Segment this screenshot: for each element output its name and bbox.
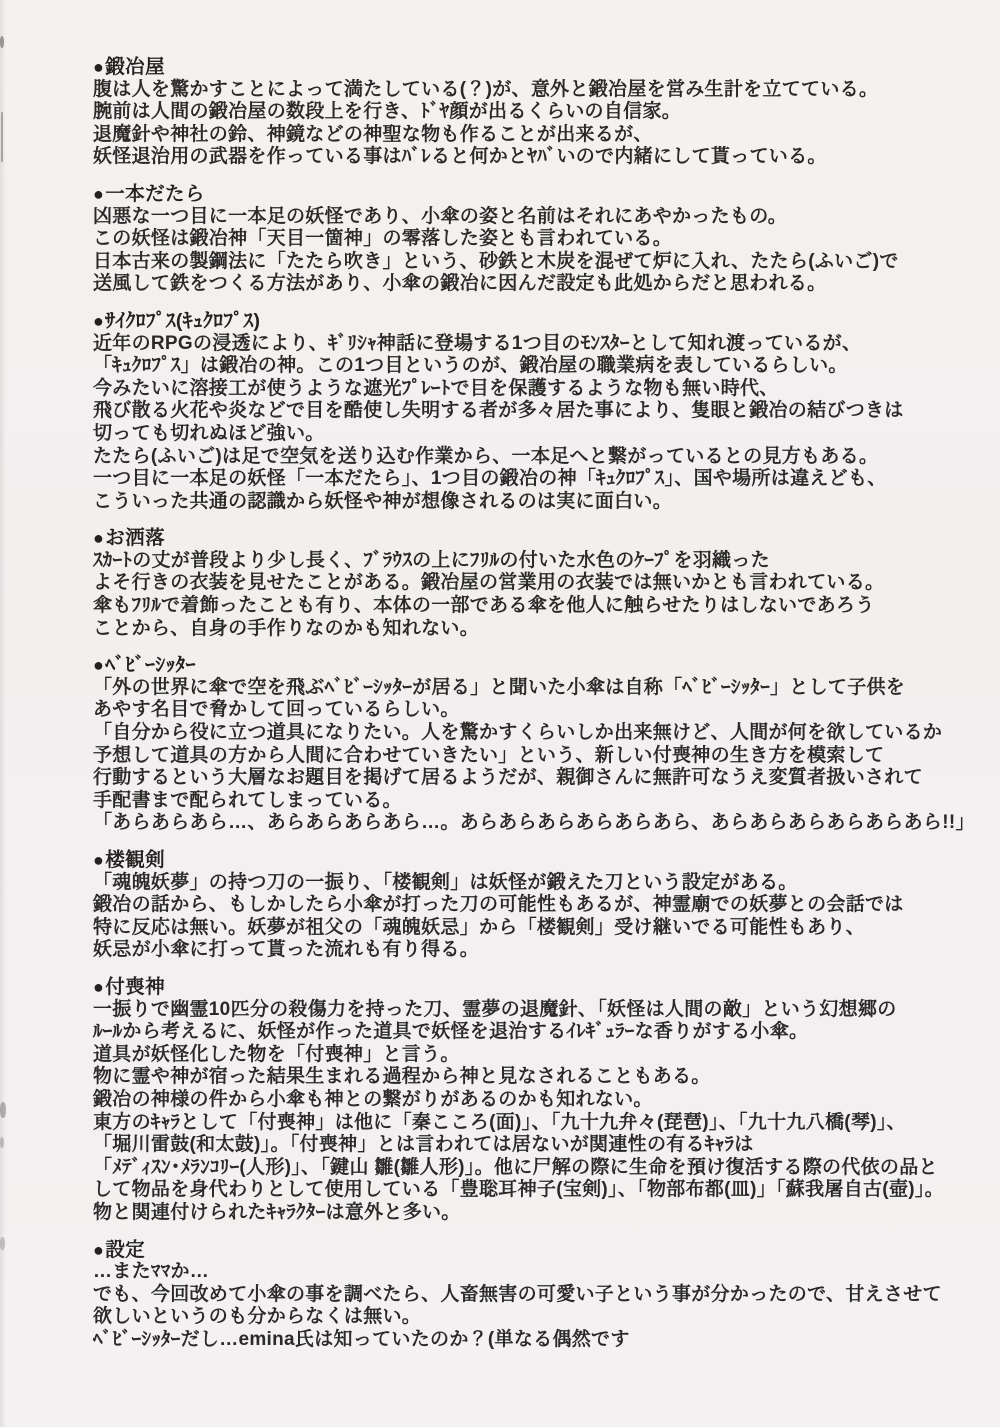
section-line: 妖怪退治用の武器を作っている事はﾊﾞﾚると何かとﾔﾊﾞいので内緒にして貰っている。 — [93, 146, 827, 168]
section-line: 妖忌が小傘に打って貰った流れも有り得る。 — [93, 939, 480, 961]
section-line: でも、今回改めて小傘の事を調べたら、人畜無害の可愛い子という事が分かったので、甘えさせて — [93, 1283, 942, 1305]
section-line: よそ行きの衣装を見せたことがある。鍛冶屋の営業用の衣装では無いかとも言われている。 — [93, 572, 885, 594]
section-line: 「ﾒﾃﾞｨｽﾝ･ﾒﾗﾝｺﾘｰ(人形)」、「鍵山 雛(雛人形)」。他に尸解の際に生命を預け復活する際の代依の品と — [93, 1156, 938, 1178]
section-heading — [93, 849, 970, 872]
scan-artifact — [1, 112, 3, 162]
scan-edge-shadow — [0, 0, 6, 1427]
section-line: 特に反応は無い。妖夢が祖父の「魂魄妖忌」から「楼観剣」受け継いでる可能性もあり、 — [93, 916, 866, 938]
section-line: 飛び散る火花や炎などで目を酷使し失明する者が多々居た事により、隻眼と鍛冶の結びつきは — [93, 400, 904, 422]
section-line: ｽｶｰﾄの丈が普段より少し長く、ﾌﾞﾗｳｽの上にﾌﾘﾙの付いた水色のｹｰﾌﾟを羽織った — [93, 549, 770, 571]
section-line: 「あらあらあら…、あらあらあらあら…。あらあらあらあらあらあら、あらあらあらあらあらあら!!」 — [93, 812, 975, 834]
section-bullet-icon: ● — [93, 183, 105, 204]
page-content — [93, 56, 975, 1365]
text-section — [93, 527, 970, 640]
section-line: 傘もﾌﾘﾙで着飾ったことも有り、本体の一部である傘を他人に触らせたりはしないであろう — [93, 595, 875, 617]
section-line: 物と関連付けられたｷｬﾗｸﾀｰは意外と多い。 — [93, 1201, 461, 1223]
section-line: 近年のRPGの浸透により、ｷﾞﾘｼｬ神話に登場する1つ目のﾓﾝｽﾀｰとして知れ渡っているが、 — [93, 332, 862, 354]
section-line: 鍛冶の話から、もしかしたら小傘が打った刀の可能性もあるが、神霊廟での妖夢との会話では — [93, 894, 904, 916]
section-heading — [93, 1239, 970, 1262]
section-line: 「魂魄妖夢」の持つ刀の一振り、「楼観剣」は妖怪が鍛えた刀という設定がある。 — [93, 871, 798, 893]
text-section — [93, 976, 970, 1225]
section-heading — [93, 56, 970, 79]
section-line: 日本古来の製鋼法に「たたら吹き」という、砂鉄と木炭を混ぜて炉に入れ、たたら(ふいご)で — [93, 250, 899, 272]
section-line: 一振りで幽霊10匹分の殺傷力を持った刀、霊夢の退魔針、「妖怪は人間の敵」という幻想郷の — [93, 998, 897, 1020]
section-title: 設定 — [105, 1238, 146, 1261]
scan-artifact — [0, 1237, 5, 1250]
section-line: 予想して道具の方から人間に合わせていきたい」という、新しい付喪神の生き方を模索して — [93, 744, 885, 766]
section-line: この妖怪は鍛冶神「天目一箇神」の零落した姿とも言われている。 — [93, 228, 673, 250]
section-bullet-icon: ● — [93, 976, 105, 997]
scan-artifact — [0, 1137, 4, 1148]
section-bullet-icon: ● — [93, 850, 105, 870]
section-line: 「ｷｭｸﾛﾌﾟｽ」は鍛冶の神。この1つ目というのが、鍛冶屋の職業病を表しているらしい。 — [93, 355, 848, 377]
section-line: して物品を身代わりとして使用している「豊聡耳神子(宝剣)」、「物部布都(皿)」「蘇我屠自古(壺)」。 — [93, 1179, 944, 1201]
section-line: 手配書まで配られてしまっている。 — [93, 789, 402, 811]
section-heading — [93, 976, 970, 999]
section-line: 「外の世界に傘で空を飛ぶﾍﾞﾋﾞｰｼｯﾀｰが居る」と聞いた小傘は自称「ﾍﾞﾋﾞｰｼｯﾀｰ」として子供を — [93, 676, 906, 698]
section-line: 凶悪な一つ目に一本足の妖怪であり、小傘の姿と名前はそれにあやかったもの。 — [93, 205, 788, 227]
section-line: 今みたいに溶接工が使うような遮光ﾌﾟﾚｰﾄで目を保護するような物も無い時代、 — [93, 377, 779, 399]
section-line: 東方のｷｬﾗとして「付喪神」は他に「秦こころ(面)」、「九十九弁々(琵琶)」、「九十九八橋(琴)」、 — [93, 1111, 906, 1133]
section-heading — [93, 183, 970, 206]
section-line: 一つ目に一本足の妖怪「一本だたら」、1つ目の鍛冶の神「ｷｭｸﾛﾌﾟｽ」、国や場所は違えども、 — [93, 468, 887, 490]
section-line: 物に霊や神が宿った結果生まれる過程から神と見なされることもある。 — [93, 1066, 711, 1088]
text-section — [93, 654, 975, 835]
section-heading — [93, 310, 970, 333]
section-heading — [93, 654, 970, 677]
section-line: ことから、自身の手作りなのかも知れない。 — [93, 617, 480, 639]
section-bullet-icon: ● — [93, 57, 105, 77]
section-line: こういった共通の認識から妖怪や神が想像されるのは実に面白い。 — [93, 490, 673, 512]
scan-artifact — [0, 1102, 6, 1118]
section-bullet-icon: ● — [93, 310, 105, 331]
section-title: ｻｲｸﾛﾌﾟｽ(ｷｭｸﾛﾌﾟｽ) — [105, 309, 261, 332]
section-line: 腕前は人間の鍛冶屋の数段上を行き、ﾄﾞﾔ顔が出るくらいの自信家。 — [93, 101, 682, 123]
text-section — [93, 1239, 970, 1352]
section-line: 「自分から役に立つ道具になりたい。人を驚かすくらいしか出来無けど、人間が何を欲しているか — [93, 722, 943, 744]
section-line: 腹は人を驚かすことによって満たしている(？)が、意外と鍛冶屋を営み生計を立てている。 — [93, 78, 879, 100]
section-title: 楼観剣 — [105, 849, 165, 871]
section-heading — [93, 527, 970, 550]
section-line: 退魔針や神社の鈴、神鏡などの神聖な物も作ることが出来るが、 — [93, 123, 653, 145]
text-section — [93, 849, 970, 962]
section-title: 鍛冶屋 — [105, 56, 165, 78]
section-line: 欲しいというのも分からなくは無い。 — [93, 1306, 422, 1328]
section-line: たたら(ふいご)は足で空気を送り込む作業から、一本足へと繋がっているとの見方もある。 — [93, 445, 879, 467]
text-section — [93, 56, 970, 169]
section-title: 一本だたら — [105, 182, 205, 205]
section-line: 送風して鉄をつくる方法があり、小傘の鍛冶に因んだ設定も此処からだと思われる。 — [93, 273, 827, 295]
text-section — [93, 310, 970, 513]
text-section — [93, 183, 970, 296]
section-title: ﾍﾞﾋﾞｰｼｯﾀｰ — [105, 654, 196, 677]
section-line: 「堀川雷鼓(和太鼓)」。「付喪神」とは言われては居ないが関連性の有るｷｬﾗは — [93, 1134, 754, 1156]
scan-artifact — [0, 36, 4, 48]
section-line: 切っても切れぬほど強い。 — [93, 422, 325, 444]
section-title: 付喪神 — [105, 975, 165, 998]
section-title: お洒落 — [105, 527, 165, 550]
section-line: ﾙｰﾙから考えるに、妖怪が作った道具で妖怪を退治するｲﾚｷﾞｭﾗｰな香りがする小傘。 — [93, 1021, 809, 1043]
section-line: 道具が妖怪化した物を「付喪神」と言う。 — [93, 1043, 460, 1065]
section-bullet-icon: ● — [93, 1239, 105, 1260]
section-line: ﾍﾞﾋﾞｰｼｯﾀｰだし…emina氏は知っていたのか？(単なる偶然です — [93, 1328, 630, 1350]
section-bullet-icon: ● — [93, 655, 105, 676]
section-line: …またﾏﾏか… — [93, 1261, 210, 1283]
section-line: 鍛冶の神様の件から小傘も神との繋がりがあるのかも知れない。 — [93, 1088, 653, 1110]
section-line: 行動するという大層なお題目を掲げて居るようだが、親御さんに無許可なうえ変質者扱いされて — [93, 767, 923, 789]
section-line: あやす名目で脅かして回っているらしい。 — [93, 699, 460, 721]
section-bullet-icon: ● — [93, 528, 105, 549]
